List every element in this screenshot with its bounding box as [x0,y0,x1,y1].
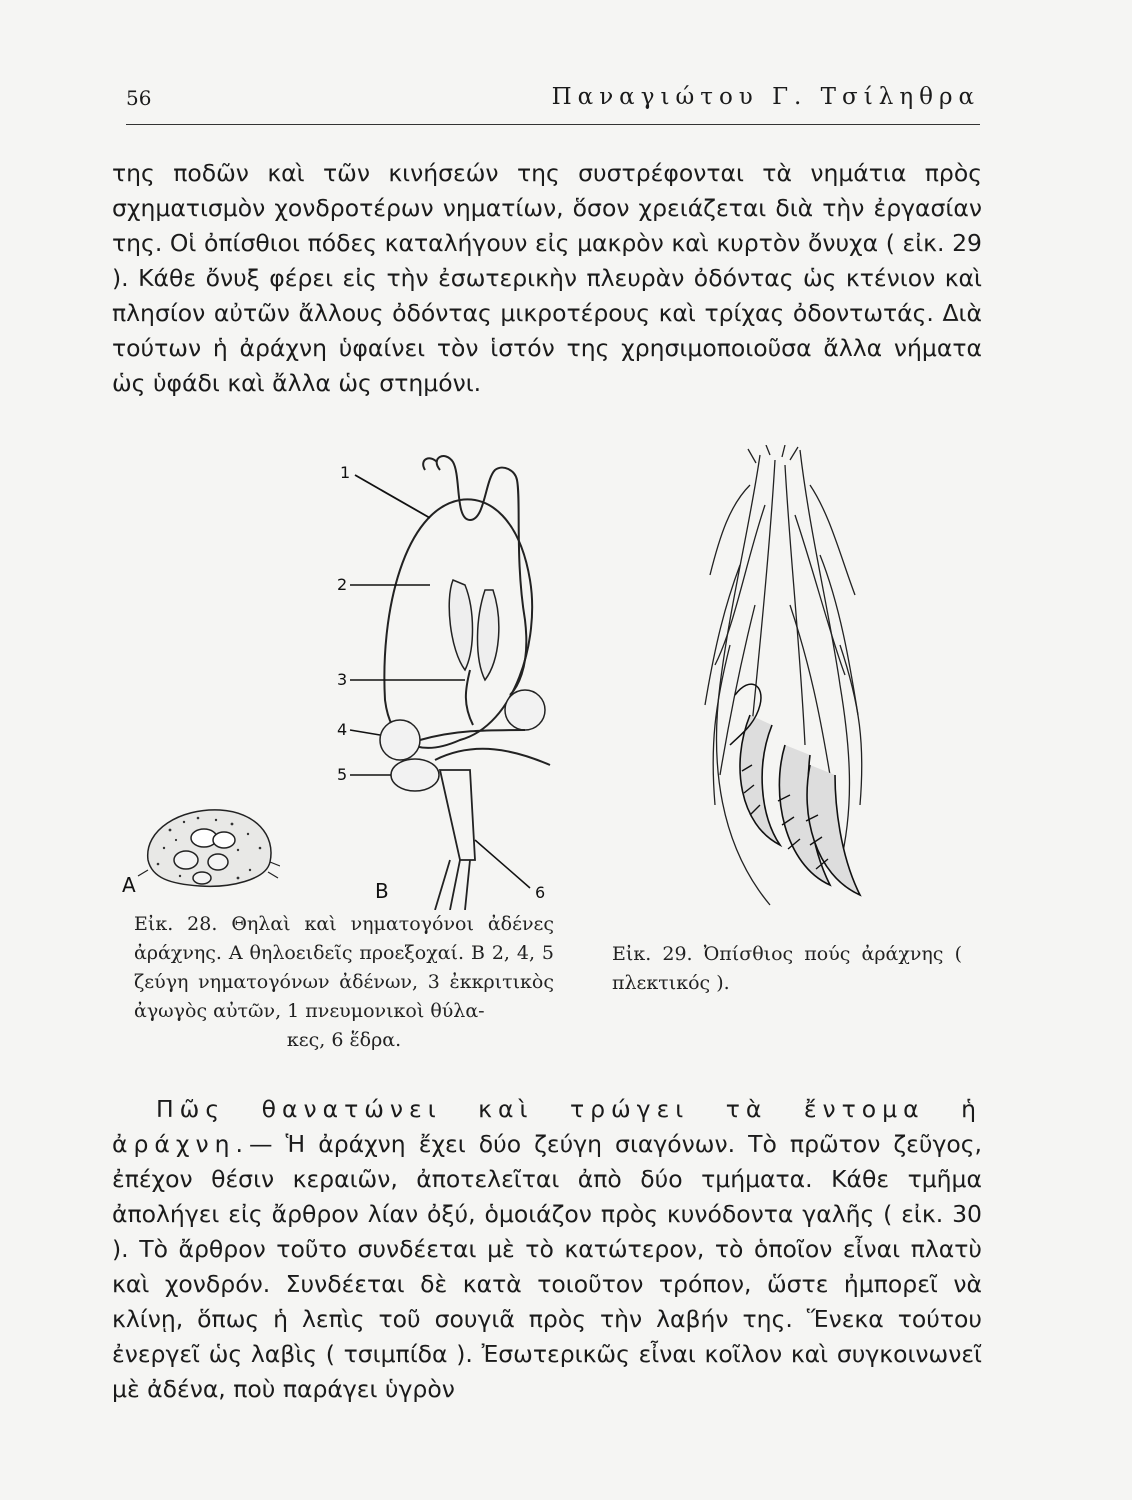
figure-28a-spinnerets-drawing [120,800,280,900]
figure-29-caption: Εἰκ. 29. Ὀπίσθιος πούς ἀράχνης ( πλεκτικός ). [612,943,962,994]
figure-28-label-a: A [122,873,136,897]
figure-28-label-4: 4 [337,720,348,739]
paragraph-1: της ποδῶν καὶ τῶν κινήσεών της συστρέφονται τὰ νημάτια πρὸς σχηματισμὸν χονδροτέρων νηματίων, ὅσον χρειάζεται διὰ τὴν ἐργασίαν της. Οἱ ὀπίσθιοι πόδες καταλήγουν εἰς μακρὸν καὶ κυρτὸν ὄνυχα ( εἰκ. 29 ). Κάθε ὄνυξ φέρει εἰς τὴν ἐσωτερικὴν πλευρὰν ὀδόντας ὡς κτένιον καὶ πλησίον αὐτῶν ἄλλους ὀδόντας μικροτέρους καὶ τρίχας ὀδοντωτάς. Διὰ τούτων ἡ ἀράχνη ὑφαίνει τὸν ἱστόν της χρησιμοποιοῦσα ἄλλα νήματα ὡς ὑφάδι καὶ ἄλλα ὡς στημόνι. [112,159,982,397]
figure-28-label-2: 2 [337,575,348,594]
figure-28b-glands-drawing [325,440,570,910]
figure-28-caption-last: κες, 6 ἕδρα. [286,1029,402,1051]
running-head: Παναγιώτου Γ. Τσίληθρα [551,84,980,110]
figure-28-label-5: 5 [337,765,348,784]
page-number: 56 [126,86,152,110]
paragraph-2-body: — Ἡ ἀράχνη ἔχει δύο ζεύγη σιαγόνων. Τὸ πρῶτον ζεῦγος, ἐπέχον θέσιν κεραιῶν, ἀποτελεῖται ἀπὸ δύο τμήματα. Κάθε τμῆμα ἀπολήγει εἰς ἄρθρον λίαν ὀξύ, ὁμοιάζον πρὸς κυνόδοντα γαλῆς ( εἰκ. 30 ). Τὸ ἄρθρον τοῦτο συνδέεται μὲ τὸ κατώτερον, τὸ ὁποῖον εἶναι πλατὺ καὶ χονδρόν. Συνδέεται δὲ κατὰ τοιοῦτον τρόπον, ὥστε ἠμπορεῖ νὰ κλίνῃ, ὅπως ἡ λεπὶς τοῦ σουγιᾶ πρὸς τὴν λαβήν της. Ἕνεκα τούτου ἐνεργεῖ ὡς λαβὶς ( τσιμπίδα ). Ἐσωτερικῶς εἶναι κοῖλον καὶ συγκοινωνεῖ μὲ ἀδένα, ποὺ παράγει ὑγρὸν [112,1130,982,1403]
header-rule [126,124,980,125]
figure-28-label-b: B [375,879,389,903]
paragraph-2 [112,1092,982,1407]
figure-28-label-3: 3 [337,670,348,689]
section-heading: Πῶς θανατώνει καὶ τρώγει τὰ ἔντομα ἡ ἀράχνη. [112,1095,982,1158]
figure-28-caption-main: Εἰκ. 28. Θηλαὶ καὶ νηματογόνοι ἀδένες ἀράχνης. Α θηλοειδεῖς προεξοχαί. Β 2, 4, 5 ζεύγη νηματογόνων ἀδένων, 3 ἐκκριτικὸς ἀγωγὸς αὐτῶν, 1 πνευμονικοὶ θύλα- [134,913,554,1022]
figure-28-caption [134,910,554,1055]
figure-28-label-6: 6 [535,883,546,902]
figure-28-label-1: 1 [340,463,351,482]
figure-29-spider-leg-drawing [690,445,950,915]
